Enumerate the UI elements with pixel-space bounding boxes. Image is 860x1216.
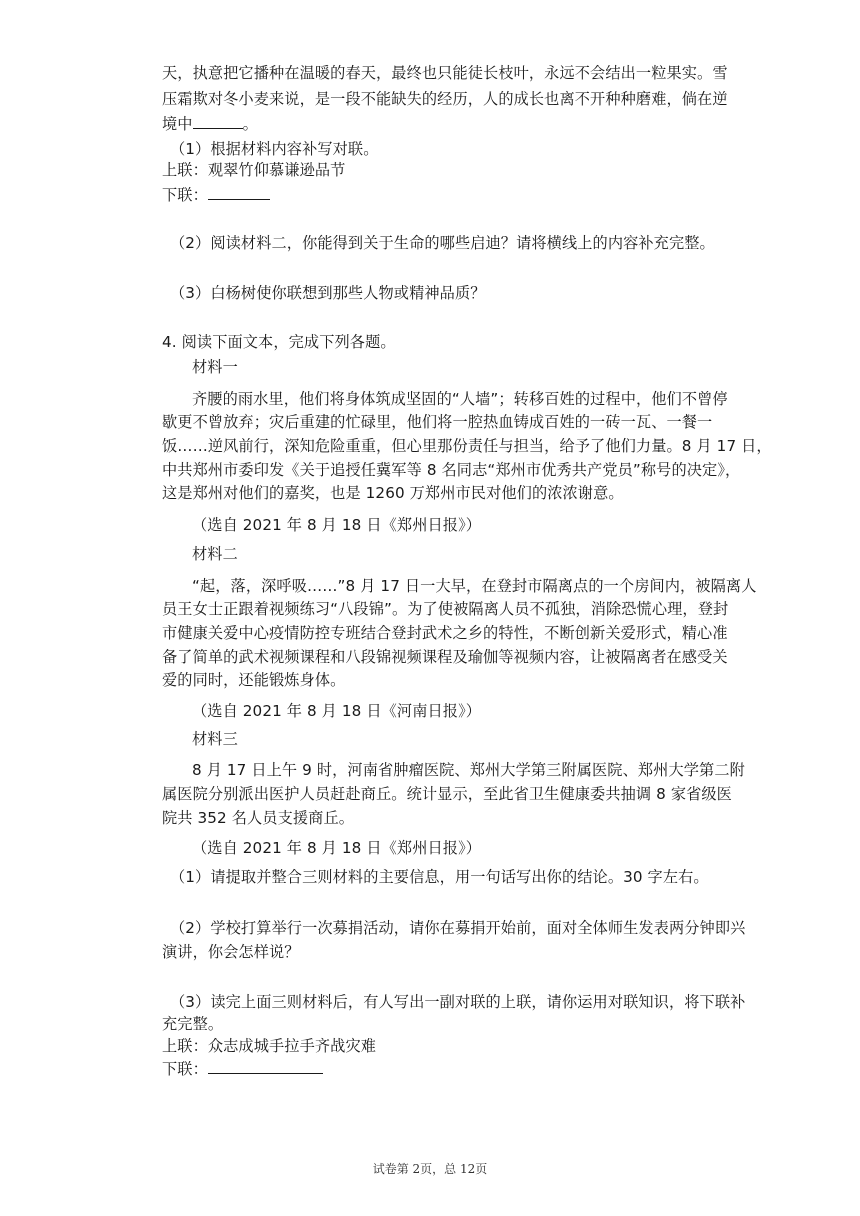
- q3-sub3-prompt: （3）白杨树使你联想到那些人物或精神品质？: [170, 284, 486, 302]
- intro-line-3: 境中 。: [162, 115, 258, 133]
- intro-line-1: 天，执意把它播种在温暖的春天，最终也只能徒长枝叶，永远不会结出一粒果实。雪: [162, 64, 728, 82]
- material1-line: 齐腰的雨水里，他们将身体筑成坚固的“人墙”；转移百姓的过程中，他们不曾停: [192, 390, 728, 408]
- material1-line: 这是郑州对他们的嘉奖，也是 1260 万郑州市民对他们的浓浓谢意。: [162, 484, 624, 502]
- answer-blank: [193, 113, 243, 129]
- material3-line: 院共 352 名人员支援商丘。: [162, 809, 355, 827]
- material2-line: 市健康关爱中心疫情防控专班结合登封武术之乡的特性，不断创新关爱形式，精心准: [162, 624, 728, 642]
- q3-sub2-prompt: （2）阅读材料二，你能得到关于生命的哪些启迪？请将横线上的内容补充完整。: [170, 234, 715, 252]
- material2-title: 材料二: [192, 545, 238, 563]
- material2-line: 爱的同时，还能锻炼身体。: [162, 671, 346, 689]
- q4-sub2-prompt-line-1: （2）学校打算举行一次募捐活动，请你在募捐开始前，面对全体师生发表两分钟即兴: [170, 919, 746, 937]
- q3-sub1-prompt: （1）根据材料内容补写对联。: [170, 140, 379, 158]
- material2-source: （选自 2021 年 8 月 18 日《河南日报》）: [192, 702, 482, 720]
- intro-line-2: 压霜欺对冬小麦来说，是一段不能缺失的经历，人的成长也离不开种种磨难，倘在逆: [162, 90, 728, 108]
- material3-line: 8 月 17 日上午 9 时，河南省肿瘤医院、郑州大学第三附属医院、郑州大学第二附: [192, 761, 745, 779]
- q4-sub3-prompt-line-2: 充完整。: [162, 1015, 224, 1033]
- material3-line: 属医院分别派出医护人员赶赴商丘。统计显示，至此省卫生健康委共抽调 8 家省级医: [162, 785, 732, 803]
- q3-sub1-upper-couplet: 上联：观翠竹仰慕谦逊品节: [162, 161, 346, 179]
- q4-stem: 4. 阅读下面文本，完成下列各题。: [162, 333, 396, 351]
- answer-blank: [208, 184, 270, 200]
- material1-source: （选自 2021 年 8 月 18 日《郑州日报》）: [192, 516, 482, 534]
- material1-title: 材料一: [192, 358, 238, 376]
- page-footer: 试卷第 2页，总 12页: [372, 1162, 488, 1176]
- q4-sub3-upper-couplet: 上联：众志成城手拉手齐战灾难: [162, 1037, 377, 1055]
- material1-line: 歇更不曾放弃；灾后重建的忙碌里，他们将一腔热血铸成百姓的一砖一瓦、一餐一: [162, 413, 713, 431]
- material3-source: （选自 2021 年 8 月 18 日《郑州日报》）: [192, 839, 482, 857]
- q4-sub3-prompt-line-1: （3）读完上面三则材料后，有人写出一副对联的上联，请你运用对联知识，将下联补: [170, 993, 746, 1011]
- material2-line: “起，落，深呼吸……”8 月 17 日一大早，在登封市隔离点的一个房间内，被隔离人: [192, 577, 757, 595]
- q3-sub1-lower-couplet: 下联：: [162, 184, 270, 206]
- material2-line: 员王女士正跟着视频练习“八段锦”。为了使被隔离人员不孤独，消除恐慌心理，登封: [162, 600, 729, 618]
- material1-line: 中共郑州市委印发《关于追授任冀军等 8 名同志“郑州市优秀共产党员”称号的决定》，: [162, 461, 741, 479]
- material1-line: 饭……逆风前行，深知危险重重，但心里那份责任与担当，给予了他们力量。8 月 17 日，: [162, 437, 772, 455]
- q4-sub3-lower-couplet: 下联：: [162, 1058, 323, 1080]
- q4-sub1-prompt: （1）请提取并整合三则材料的主要信息，用一句话写出你的结论。30 字左右。: [170, 868, 709, 886]
- answer-blank: [208, 1058, 323, 1074]
- q4-sub2-prompt-line-2: 演讲，你会怎样说？: [162, 943, 300, 961]
- material2-line: 备了简单的武术视频课程和八段锦视频课程及瑜伽等视频内容，让被隔离者在感受关: [162, 648, 728, 666]
- material3-title: 材料三: [192, 730, 238, 748]
